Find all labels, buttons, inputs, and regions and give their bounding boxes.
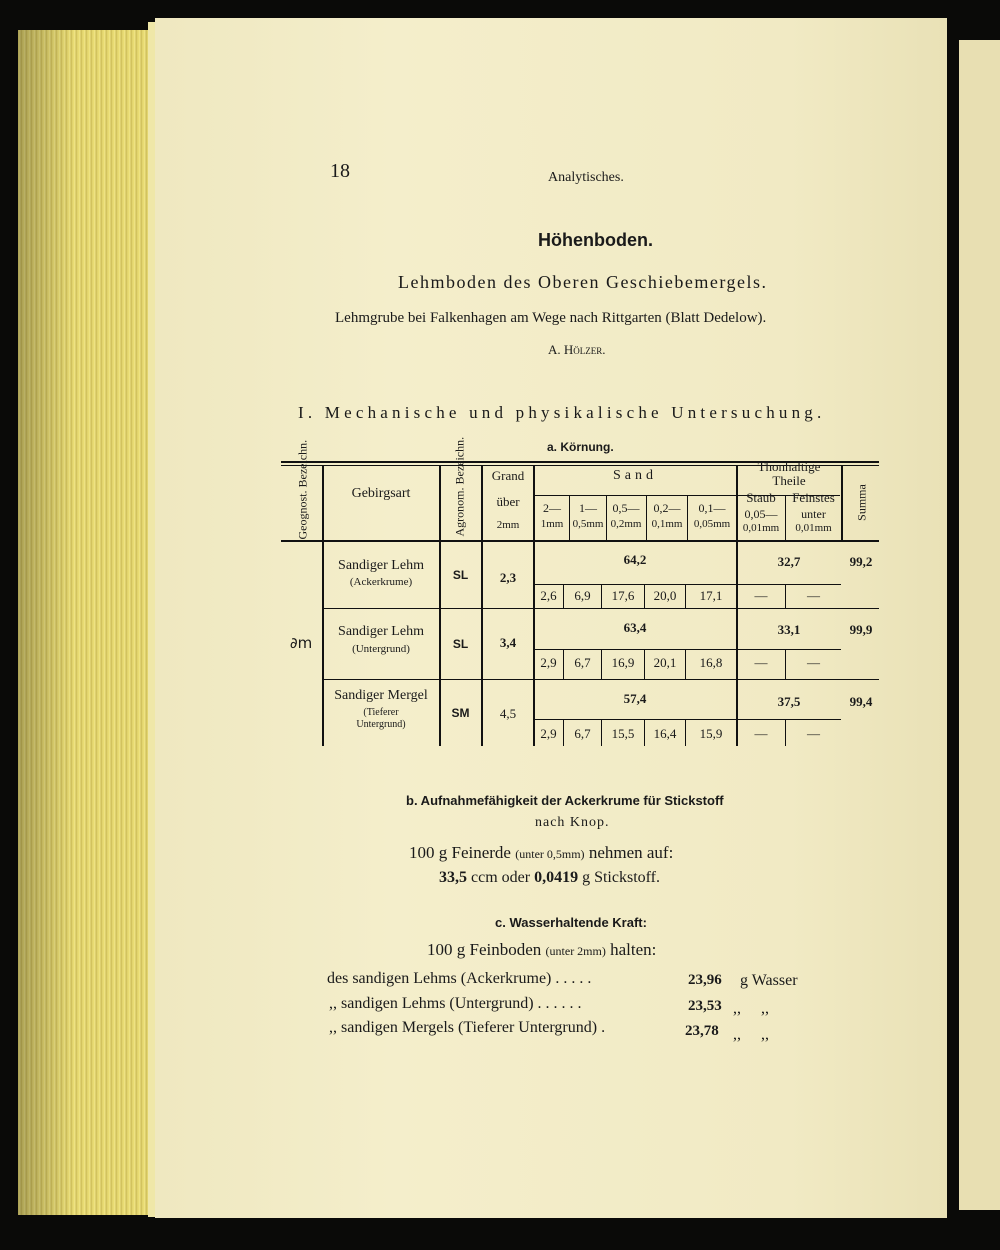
row-thon-total: 33,1 xyxy=(777,622,801,637)
header-grand-2mm: 2mm xyxy=(496,519,520,531)
water-row-value: 23,53 xyxy=(688,998,722,1014)
row-sand-2: 6,7 xyxy=(574,655,591,670)
row-feinstes: — xyxy=(807,588,820,603)
book-page-edges xyxy=(18,30,158,1215)
row-gebirgsart: Sandiger Lehm xyxy=(338,558,424,573)
header-summa: Summa xyxy=(854,484,869,521)
subsection-heading-a: a. Körnung. xyxy=(547,440,614,454)
water-row-label: des sandigen Lehms (Ackerkrume) . . . . . xyxy=(327,970,592,987)
header-sand: Sand xyxy=(613,468,657,483)
row-sand-5: 16,8 xyxy=(699,655,723,670)
facing-page xyxy=(958,40,1000,1210)
water-row-unit: ,, ,, xyxy=(733,1000,769,1017)
ccm-value: 33,5 xyxy=(439,869,467,886)
row-feinstes: — xyxy=(807,655,820,670)
header-sand-col-3: 0,5— xyxy=(612,501,640,515)
row-gebirgsart-sub2: Untergrund) xyxy=(356,719,406,730)
row-staub: — xyxy=(754,655,768,670)
ccm-oder-text: ccm oder xyxy=(471,869,531,886)
row-sand-5: 15,9 xyxy=(699,726,723,741)
header-sand-col-4b: 0,1mm xyxy=(651,518,683,530)
geognost-symbol: ∂m xyxy=(289,634,313,652)
page-number: 18 xyxy=(330,160,350,182)
header-thon-2: Theile xyxy=(772,473,806,488)
location-line: Lehmgrube bei Falkenhagen am Wege nach Rittgarten (Blatt Dedelow). xyxy=(335,310,767,326)
water-row-value: 23,96 xyxy=(688,972,722,988)
header-sand-col-5: 0,1— xyxy=(698,501,726,515)
row-sand-3: 17,6 xyxy=(611,588,635,603)
feinboden-text: 100 g Feinboden xyxy=(427,940,542,959)
section-b-heading: b. Aufnahmefähigkeit der Ackerkrume für Stickstoff xyxy=(406,793,724,808)
feinboden-size: (unter 2mm) xyxy=(545,944,606,958)
row-thon-total: 37,5 xyxy=(777,694,801,709)
row-sand-4: 20,0 xyxy=(653,588,677,603)
book-page xyxy=(155,18,947,1218)
running-head: Analytisches. xyxy=(548,170,624,185)
row-agronom: SL xyxy=(452,637,469,651)
feinerde-size: (unter 0,5mm) xyxy=(515,847,585,861)
water-row-unit: ,, ,, xyxy=(733,1026,769,1043)
row-grand: 4,5 xyxy=(499,706,517,721)
water-row-label: ,, sandigen Lehms (Untergrund) . . . . . . xyxy=(329,995,582,1012)
section-c-line1 xyxy=(427,940,656,960)
header-feinstes-1: Feinstes xyxy=(792,490,835,505)
row-sand-total: 63,4 xyxy=(623,620,647,635)
header-sand-col-1b: 1mm xyxy=(540,518,564,530)
author: A. Hölzer. xyxy=(548,342,606,357)
header-staub-1: Staub xyxy=(746,490,776,505)
header-geognost: Geognost. Bezeichn. xyxy=(295,439,310,540)
row-grand: 3,4 xyxy=(499,635,517,650)
stickstoff-value: 0,0419 xyxy=(534,869,579,886)
row-sand-2: 6,7 xyxy=(574,726,591,741)
row-sand-3: 16,9 xyxy=(611,655,635,670)
header-sand-col-2: 1— xyxy=(579,501,597,515)
header-sand-col-2b: 0,5mm xyxy=(572,518,604,530)
water-row-unit: g Wasser xyxy=(740,972,798,989)
row-sand-1: 2,9 xyxy=(540,655,557,670)
water-row-value: 23,78 xyxy=(685,1023,719,1039)
row-agronom: SM xyxy=(451,706,470,720)
section-b-line2 xyxy=(439,869,660,887)
water-row xyxy=(327,970,591,988)
water-row-label: ,, sandigen Mergels (Tieferer Untergrund) . xyxy=(329,1019,606,1036)
section-heading-I: I. Mechanische und physikalische Untersuchung. xyxy=(298,403,826,422)
row-gebirgsart-sub: (Ackerkrume) xyxy=(349,576,413,588)
row-gebirgsart-sub: (Tieferer xyxy=(363,707,399,718)
water-row xyxy=(329,1019,605,1037)
row-sand-2: 6,9 xyxy=(574,588,591,603)
row-summa: 99,9 xyxy=(849,622,873,637)
header-gebirgsart: Gebirgsart xyxy=(351,486,411,501)
header-grand-ueber: über xyxy=(496,494,520,509)
row-sand-total: 64,2 xyxy=(623,552,647,567)
header-sand-col-3b: 0,2mm xyxy=(610,518,642,530)
water-row xyxy=(329,995,582,1013)
header-sand-col-4: 0,2— xyxy=(653,501,681,515)
row-gebirgsart-sub: (Untergrund) xyxy=(352,643,410,655)
header-staub-3: 0,01mm xyxy=(742,522,780,534)
header-thon-1: Thonhaltige xyxy=(757,459,821,474)
row-gebirgsart: Sandiger Mergel xyxy=(334,688,428,703)
row-gebirgsart: Sandiger Lehm xyxy=(338,624,424,639)
row-staub: — xyxy=(754,588,768,603)
stickstoff-text: g Stickstoff. xyxy=(582,869,661,886)
row-staub: — xyxy=(754,726,768,741)
section-b-line1 xyxy=(409,843,673,863)
row-sand-1: 2,9 xyxy=(540,726,557,741)
subtitle: Lehmboden des Oberen Geschiebemergels. xyxy=(398,272,768,292)
row-summa: 99,2 xyxy=(849,554,873,569)
header-feinstes-2: unter xyxy=(801,507,826,521)
gutter-shadow xyxy=(945,0,959,1250)
header-sand-col-1: 2— xyxy=(543,501,561,515)
section-b-after: nach Knop. xyxy=(535,815,610,830)
row-sand-total: 57,4 xyxy=(623,691,647,706)
row-sand-4: 16,4 xyxy=(653,726,677,741)
row-sand-3: 15,5 xyxy=(611,726,635,741)
row-sand-5: 17,1 xyxy=(699,588,723,603)
feinerde-text: 100 g Feinerde xyxy=(409,843,511,862)
header-staub-2: 0,05— xyxy=(744,507,778,521)
header-feinstes-3: 0,01mm xyxy=(795,522,832,534)
row-thon-total: 32,7 xyxy=(777,554,801,569)
section-c-heading: c. Wasserhaltende Kraft: xyxy=(495,915,647,930)
row-summa: 99,4 xyxy=(849,694,873,709)
page-title: Höhenboden. xyxy=(538,230,653,250)
halten-text: halten: xyxy=(610,940,657,959)
nehmen-auf-text: nehmen auf: xyxy=(588,843,674,862)
header-grand: Grand xyxy=(491,468,525,483)
header-sand-col-5b: 0,05mm xyxy=(693,518,731,530)
row-grand: 2,3 xyxy=(499,570,517,585)
row-sand-1: 2,6 xyxy=(540,588,557,603)
header-agronom: Agronom. Bezeichn. xyxy=(452,436,467,537)
row-sand-4: 20,1 xyxy=(653,655,677,670)
row-feinstes: — xyxy=(807,726,820,741)
row-agronom: SL xyxy=(452,568,469,582)
